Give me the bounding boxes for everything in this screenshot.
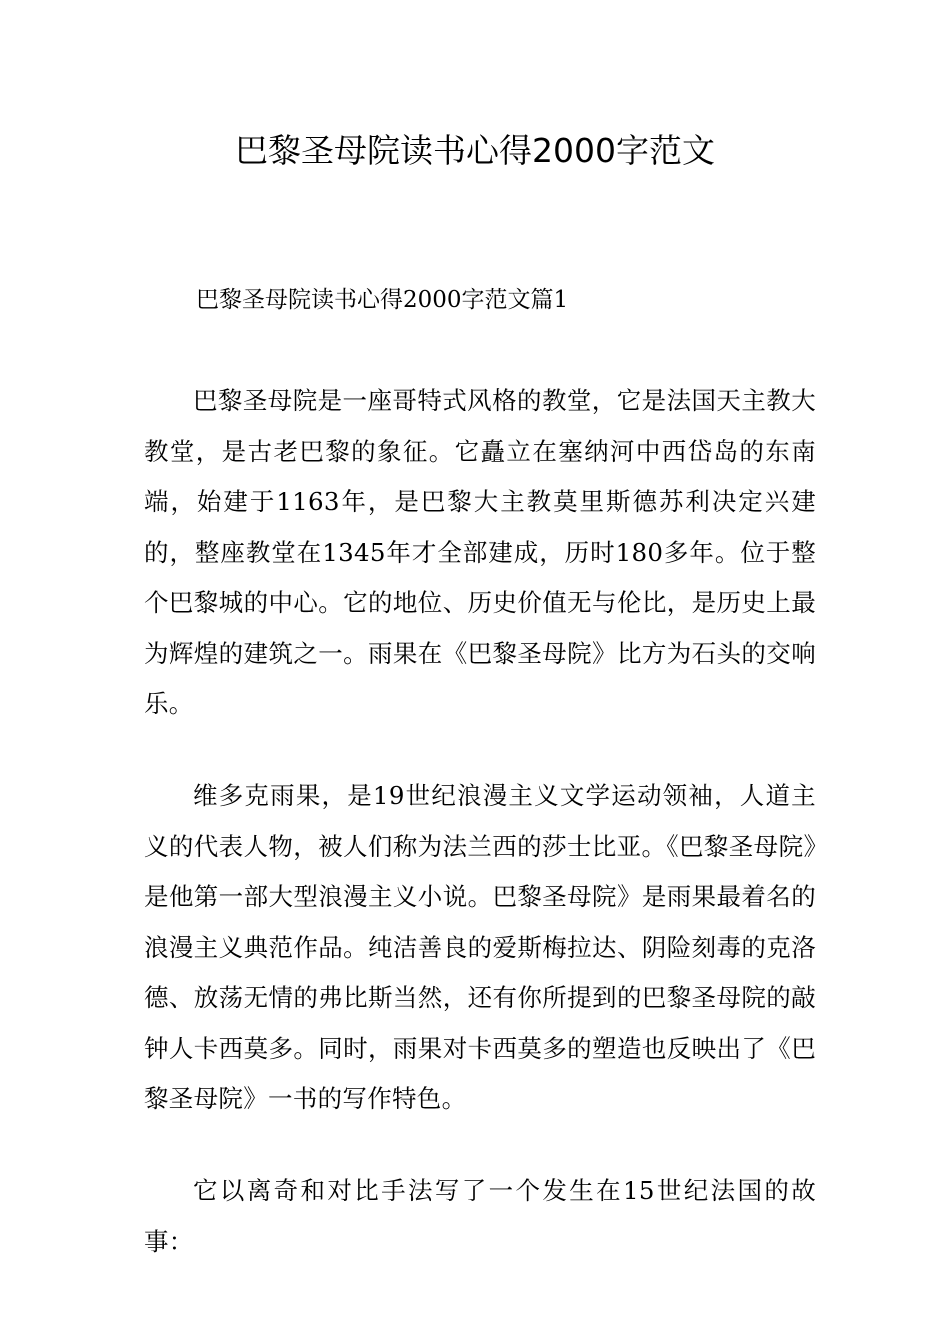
- paragraph-1: 巴黎圣母院是一座哥特式风格的教堂，它是法国天主教大教堂，是古老巴黎的象征。它矗立在塞纳河中西岱岛的东南端，始建于1163年，是巴黎大主教莫里斯德苏利决定兴建的，整座教堂在1345年才全部建成，历时180多年。位于整个巴黎城的中心。它的地位、历史价值无与伦比，是历史上最为辉煌的建筑之一。雨果在《巴黎圣母院》比方为石头的交响乐。: [144, 386, 816, 718]
- section-heading: 巴黎圣母院读书心得2000字范文篇1: [196, 287, 569, 313]
- document-title: 巴黎圣母院读书心得2000字范文: [235, 131, 715, 170]
- paragraph-3: 它以离奇和对比手法写了一个发生在15世纪法国的故事：: [144, 1176, 816, 1256]
- paragraph-2: 维多克雨果，是19世纪浪漫主义文学运动领袖，人道主义的代表人物，被人们称为法兰西的莎士比亚。《巴黎圣母院》是他第一部大型浪漫主义小说。巴黎圣母院》是雨果最着名的浪漫主义典范作品。纯洁善良的爱斯梅拉达、阴险刻毒的克洛德、放荡无情的弗比斯当然，还有你所提到的巴黎圣母院的敲钟人卡西莫多。同时，雨果对卡西莫多的塑造也反映出了《巴黎圣母院》一书的写作特色。: [144, 781, 816, 1113]
